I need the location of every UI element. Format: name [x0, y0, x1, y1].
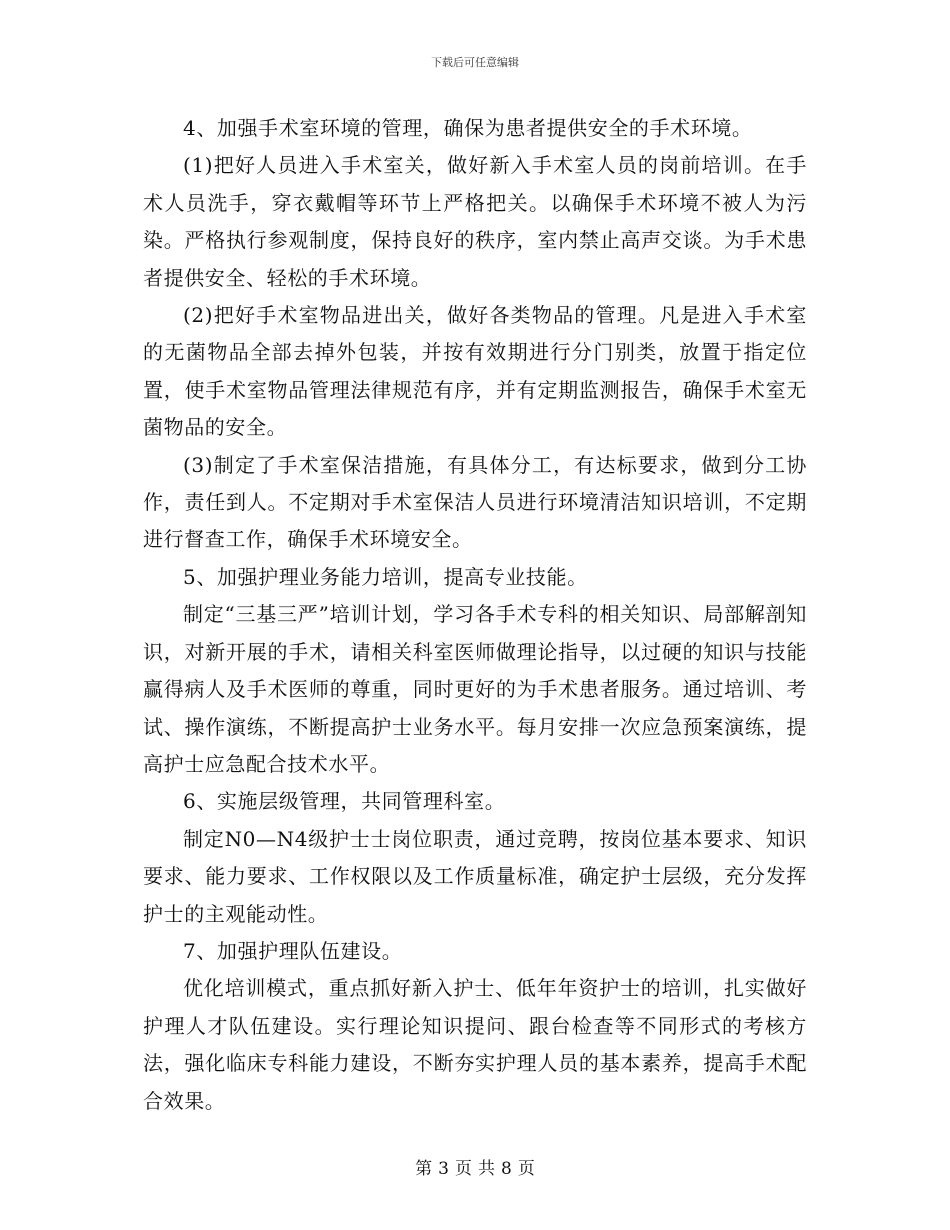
footer-total-unit: 页 — [517, 1159, 535, 1179]
section-heading-5: 5、加强护理业务能力培训，提高专业技能。 — [183, 564, 588, 589]
footer-total-label: 共 — [478, 1159, 495, 1179]
paragraph: 优化培训模式，重点抓好新入护士、低年年资护士的培训，扎实做好护理人才队伍建设。实行理论知识提问、跟台检查等不同形式的考核方法，强化临床专科能力建设，不断夯实护理人员的基本素养，提高手术配合效果。 — [143, 976, 807, 1113]
footer-page-unit: 页 — [455, 1159, 472, 1179]
section-heading-7: 7、加强护理队伍建设。 — [183, 938, 403, 963]
footer-prefix: 第 — [415, 1159, 433, 1179]
document-body — [143, 110, 807, 1120]
paragraph: 制定“三基三严”培训计划，学习各手术专科的相关知识、局部解剖知识，对新开展的手术，请相关科室医师做理论指导，以过硬的知识与技能赢得病人及手术医师的尊重，同时更好的为手术患者服务。通过培训、考试、操作演练，不断提高护士业务水平。每月安排一次应急预案演练，提高护士应急配合技术水平。 — [143, 602, 807, 776]
paragraph: (2)把好手术室物品进出关，做好各类物品的管理。凡是进入手术室的无菌物品全部去掉外包装，并按有效期进行分门别类，放置于指定位置，使手术室物品管理法律规范有序，并有定期监测报告，确保手术室无菌物品的安全。 — [143, 303, 807, 440]
paragraph: (1)把好人员进入手术室关，做好新入手术室人员的岗前培训。在手术人员洗手，穿衣戴帽等环节上严格把关。以确保手术环境不被人为污染。严格执行参观制度，保持良好的秩序，室内禁止高声交谈。为手术患者提供安全、轻松的手术环境。 — [143, 153, 807, 290]
current-page-number: 3 — [438, 1159, 449, 1179]
paragraph: (3)制定了手术室保洁措施，有具体分工，有达标要求，做到分工协作，责任到人。不定期对手术室保洁人员进行环境清洁知识培训，不定期进行督查工作，确保手术环境安全。 — [143, 452, 807, 552]
page-number-footer — [0, 1154, 950, 1179]
section-heading-6: 6、实施层级管理，共同管理科室。 — [183, 789, 506, 814]
section-heading-4: 4、加强手术室环境的管理，确保为患者提供安全的手术环境。 — [183, 116, 753, 140]
page-header: 下载后可任意编辑 — [431, 56, 519, 69]
total-pages-number: 8 — [501, 1159, 512, 1179]
paragraph: 制定N0—N4级护士士岗位职责，通过竞聘，按岗位基本要求、知识要求、能力要求、工作权限以及工作质量标准，确定护士层级，充分发挥护士的主观能动性。 — [143, 826, 807, 926]
